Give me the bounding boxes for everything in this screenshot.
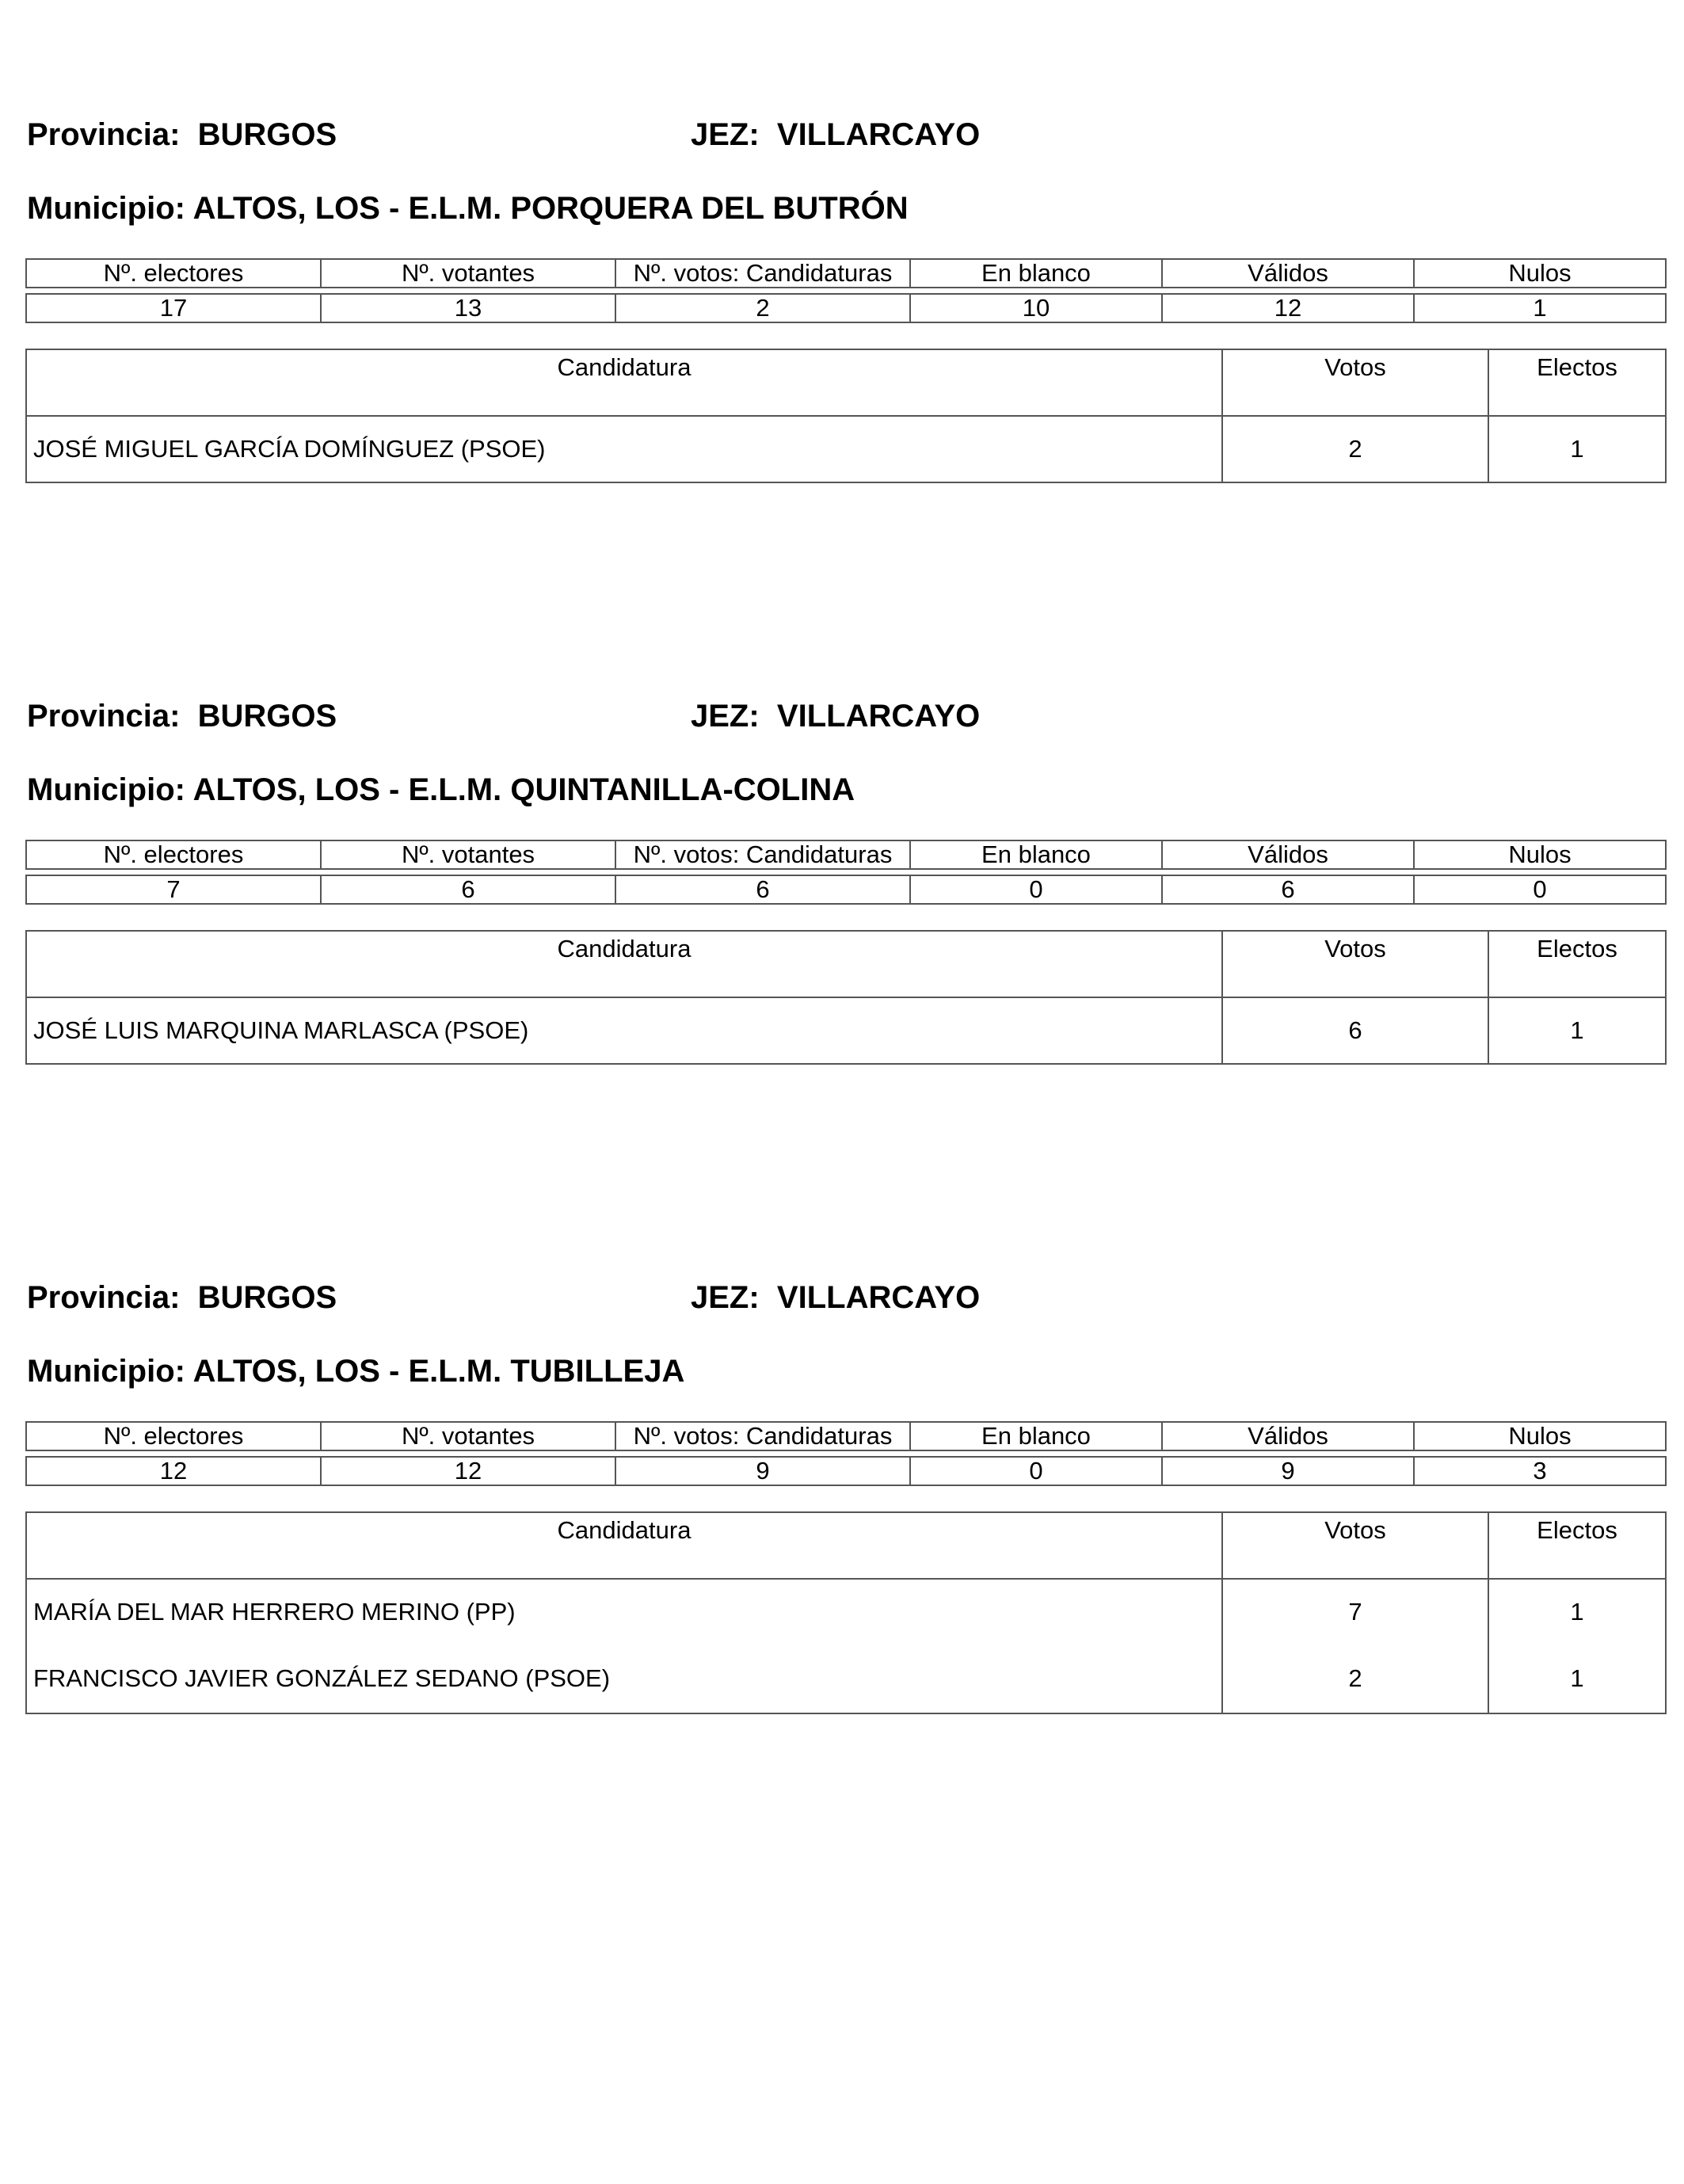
provincia-heading <box>27 119 337 151</box>
candidate-electos: 1 <box>1488 416 1666 482</box>
candidatura-header: Candidatura <box>26 1512 1222 1579</box>
summary-value-cell: 12 <box>321 1457 615 1485</box>
candidatura-header: Candidatura <box>26 931 1222 997</box>
summary-value-cell: 0 <box>910 875 1162 904</box>
summary-value-cell: 9 <box>615 1457 910 1485</box>
summary-header-cell: Nº. votos: Candidaturas <box>615 259 910 288</box>
municipio-value: ALTOS, LOS - E.L.M. PORQUERA DEL BUTRÓN <box>192 191 909 226</box>
jez-heading <box>691 119 980 151</box>
votos-header: Votos <box>1222 931 1488 997</box>
provincia-value: BURGOS <box>197 1280 337 1315</box>
summary-header-row <box>26 1422 1666 1450</box>
candidates-header-row <box>26 931 1666 997</box>
municipio-heading <box>27 192 909 224</box>
summary-value-cell: 7 <box>26 875 321 904</box>
provincia-value: BURGOS <box>197 699 337 734</box>
summary-header-cell: Válidos <box>1162 840 1414 869</box>
municipio-label: Municipio: <box>27 191 185 226</box>
candidates-header-row <box>26 1512 1666 1579</box>
candidatura-header: Candidatura <box>26 349 1222 416</box>
candidate-name: JOSÉ LUIS MARQUINA MARLASCA (PSOE) <box>26 997 1222 1064</box>
electos-header: Electos <box>1488 1512 1666 1579</box>
summary-value-cell: 17 <box>26 294 321 322</box>
summary-header-cell: Nulos <box>1414 840 1666 869</box>
municipio-label: Municipio: <box>27 772 185 807</box>
summary-header-row <box>26 840 1666 869</box>
summary-header-cell: Nº. votantes <box>321 259 615 288</box>
summary-value-cell: 12 <box>26 1457 321 1485</box>
summary-header-cell: Nulos <box>1414 259 1666 288</box>
summary-value-row <box>26 294 1666 322</box>
jez-value: VILLARCAYO <box>776 699 981 734</box>
summary-header-cell: Nº. votos: Candidaturas <box>615 1422 910 1450</box>
summary-table <box>25 1421 1667 1486</box>
summary-table <box>25 258 1667 323</box>
summary-header-cell: Nulos <box>1414 1422 1666 1450</box>
summary-value-row <box>26 1457 1666 1485</box>
electos-header: Electos <box>1488 931 1666 997</box>
summary-value-cell: 9 <box>1162 1457 1414 1485</box>
candidates-header-row <box>26 349 1666 416</box>
municipio-value: ALTOS, LOS - E.L.M. TUBILLEJA <box>192 1354 685 1389</box>
summary-value-cell: 6 <box>615 875 910 904</box>
jez-value: VILLARCAYO <box>776 1280 981 1315</box>
candidates-table <box>25 349 1667 483</box>
jez-heading <box>691 700 980 732</box>
summary-value-cell: 6 <box>1162 875 1414 904</box>
candidates-table <box>25 1511 1667 1714</box>
municipio-value: ALTOS, LOS - E.L.M. QUINTANILLA-COLINA <box>192 772 855 807</box>
provincia-heading <box>27 700 337 732</box>
summary-value-cell: 6 <box>321 875 615 904</box>
candidate-name: JOSÉ MIGUEL GARCÍA DOMÍNGUEZ (PSOE) <box>26 416 1222 482</box>
candidate-row <box>26 1579 1666 1645</box>
summary-table <box>25 840 1667 905</box>
summary-header-cell: Nº. electores <box>26 1422 321 1450</box>
candidate-row <box>26 416 1666 482</box>
summary-value-cell: 2 <box>615 294 910 322</box>
summary-value-cell: 0 <box>910 1457 1162 1485</box>
candidate-electos: 1 <box>1488 1645 1666 1713</box>
summary-header-cell: En blanco <box>910 840 1162 869</box>
summary-header-cell: Nº. votantes <box>321 840 615 869</box>
candidate-votos: 7 <box>1222 1579 1488 1645</box>
municipio-heading <box>27 774 855 806</box>
jez-label: JEZ: <box>691 1280 760 1315</box>
provincia-value: BURGOS <box>197 117 337 152</box>
summary-header-cell: Nº. votantes <box>321 1422 615 1450</box>
summary-value-cell: 1 <box>1414 294 1666 322</box>
summary-header-cell: Válidos <box>1162 259 1414 288</box>
summary-header-cell: Válidos <box>1162 1422 1414 1450</box>
candidate-row <box>26 1645 1666 1713</box>
candidates-table <box>25 930 1667 1065</box>
summary-header-cell: Nº. votos: Candidaturas <box>615 840 910 869</box>
jez-heading <box>691 1282 980 1313</box>
summary-value-cell: 0 <box>1414 875 1666 904</box>
summary-value-cell: 12 <box>1162 294 1414 322</box>
provincia-label: Provincia: <box>27 117 181 152</box>
candidate-votos: 2 <box>1222 1645 1488 1713</box>
summary-value-cell: 10 <box>910 294 1162 322</box>
jez-label: JEZ: <box>691 699 760 734</box>
votos-header: Votos <box>1222 349 1488 416</box>
candidate-name: FRANCISCO JAVIER GONZÁLEZ SEDANO (PSOE) <box>26 1645 1222 1713</box>
municipio-heading <box>27 1355 684 1387</box>
candidate-electos: 1 <box>1488 997 1666 1064</box>
jez-value: VILLARCAYO <box>776 117 981 152</box>
summary-value-cell: 13 <box>321 294 615 322</box>
summary-value-row <box>26 875 1666 904</box>
summary-value-cell: 3 <box>1414 1457 1666 1485</box>
candidate-row <box>26 997 1666 1064</box>
candidate-name: MARÍA DEL MAR HERRERO MERINO (PP) <box>26 1579 1222 1645</box>
provincia-label: Provincia: <box>27 699 181 734</box>
summary-header-cell: Nº. electores <box>26 259 321 288</box>
votos-header: Votos <box>1222 1512 1488 1579</box>
candidate-votos: 6 <box>1222 997 1488 1064</box>
candidate-votos: 2 <box>1222 416 1488 482</box>
jez-label: JEZ: <box>691 117 760 152</box>
candidate-electos: 1 <box>1488 1579 1666 1645</box>
summary-header-row <box>26 259 1666 288</box>
summary-header-cell: Nº. electores <box>26 840 321 869</box>
municipio-label: Municipio: <box>27 1354 185 1389</box>
provincia-heading <box>27 1282 337 1313</box>
summary-header-cell: En blanco <box>910 259 1162 288</box>
provincia-label: Provincia: <box>27 1280 181 1315</box>
summary-header-cell: En blanco <box>910 1422 1162 1450</box>
electos-header: Electos <box>1488 349 1666 416</box>
